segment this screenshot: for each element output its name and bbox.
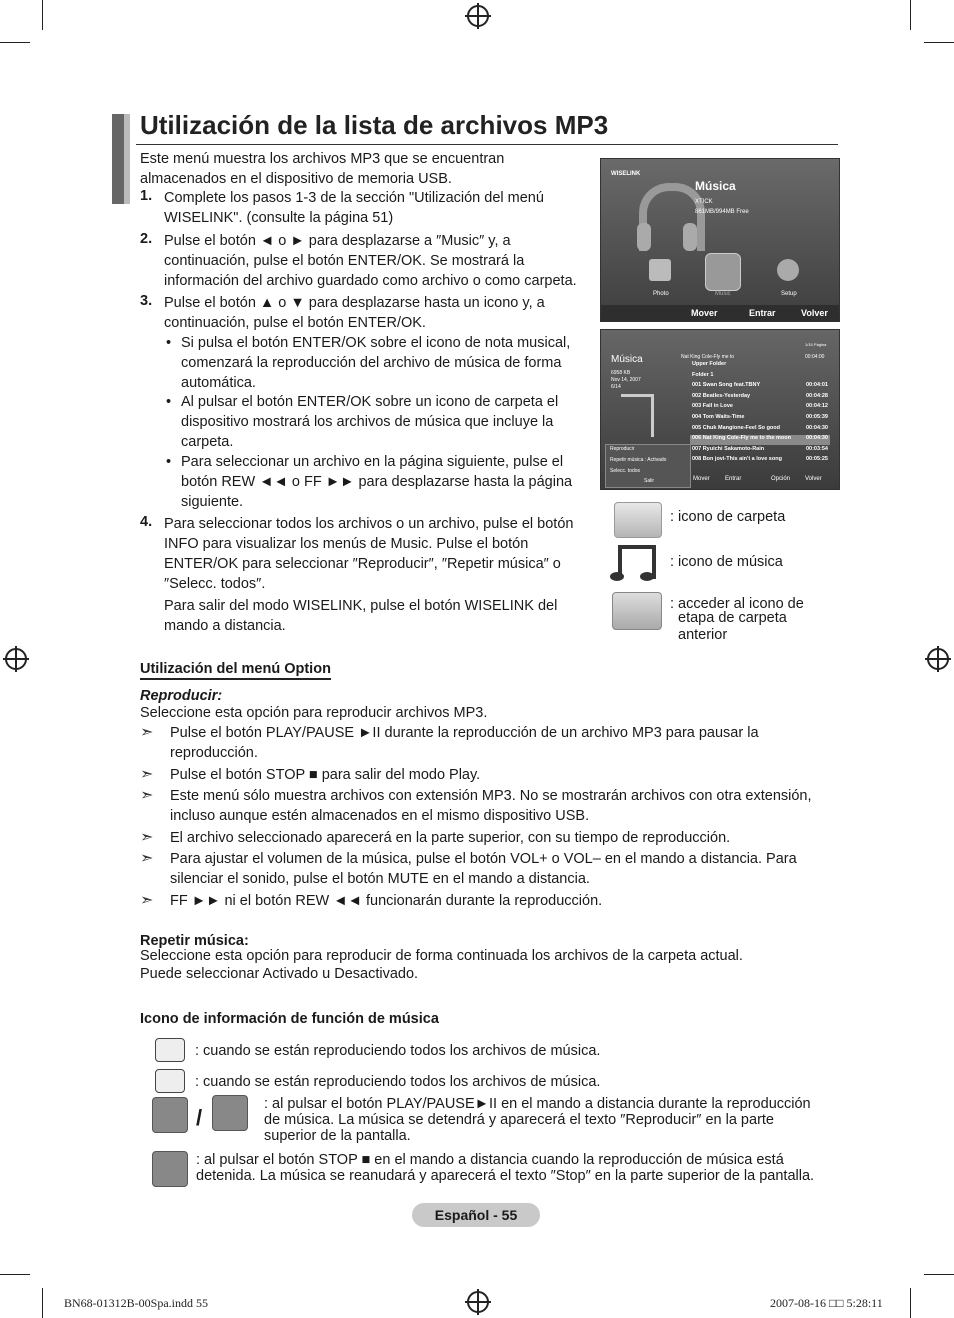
photo-icon[interactable]	[649, 259, 671, 281]
tab-photo[interactable]: Photo	[653, 291, 669, 297]
note-arrow-icon: ➣	[140, 892, 154, 909]
file-duration: 00:05:25	[805, 456, 828, 463]
note-arrow-icon: ➣	[140, 829, 154, 846]
parent-folder-label: : acceder al icono de	[670, 596, 804, 612]
parent-folder-label: anterior	[678, 627, 728, 643]
file-list-row[interactable]	[690, 382, 830, 392]
file-name: 004 Tom Waits-Time	[692, 414, 745, 420]
nav-option: Opción	[771, 476, 791, 482]
section-heading: Utilización del menú Option	[140, 661, 331, 680]
headphones-icon	[683, 223, 697, 251]
nav-bar	[601, 305, 839, 321]
pause-icon	[212, 1095, 248, 1131]
registration-mark-icon	[5, 648, 27, 670]
note-text: Pulse el botón PLAY/PAUSE ►II durante la reproducción de un archivo MP3 para pausar la reproducción.	[170, 725, 759, 761]
note-arrow-icon: ➣	[140, 724, 154, 741]
title-accent-bar	[124, 114, 130, 204]
note-text: El archivo seleccionado aparecerá en la parte superior, con su tiempo de reproducción.	[170, 830, 731, 846]
file-duration: 00:04:01	[805, 382, 828, 389]
repetir-text: Seleccione esta opción para reproducir de forma continuada los archivos de la carpeta actual. Puede seleccionar Activado u Desactivado.	[140, 948, 743, 982]
wiselink-main-screenshot	[600, 158, 840, 322]
info-item-text: : cuando se están reproduciendo todos los archivos de música.	[195, 1043, 601, 1059]
page-number: Español - 55	[412, 1203, 540, 1227]
note-text: Pulse el botón STOP ■ para salir del modo Play.	[170, 767, 481, 783]
nav-move: Mover	[691, 308, 718, 318]
file-list-row[interactable]	[690, 446, 830, 456]
bullet-text: Si pulsa el botón ENTER/OK sobre el icono de nota musical, comenzará la reproducción del archivo de música de forma automática.	[181, 335, 571, 391]
info-item-text: : al pulsar el botón STOP ■ en el mando a distancia cuando la reproducción de música está detenida. La música se reanudará y aparecerá el texto ″Stop″ en la parte superior de la pantalla.	[196, 1152, 815, 1184]
slash-separator: /	[196, 1105, 203, 1130]
note-text: Este menú sólo muestra archivos con extensión MP3. No se mostrarán archivos con otra extensión, incluso aunque estén almacenados en el mismo dispositivo USB.	[170, 788, 812, 824]
menu-item-reproducir[interactable]: Reproducir	[610, 446, 635, 452]
menu-item-selecc-todos[interactable]: Selecc. todos	[610, 468, 641, 474]
screen-title: Música	[611, 354, 643, 365]
file-list-row[interactable]	[690, 435, 830, 445]
file-duration: 00:04:30	[805, 435, 828, 442]
file-name: 007 Ryuichi Sakamoto-Rain	[692, 445, 765, 452]
info-item-text: : al pulsar el botón PLAY/PAUSE►II en el mando a distancia durante la reproducción de música. La música se detendrá y aparecerá el texto ″Reproducir″ en la parte superior de la pantalla.	[264, 1096, 811, 1144]
repetir-title: Repetir música:	[140, 933, 249, 949]
music-note-icon	[621, 394, 654, 437]
context-menu	[605, 444, 691, 488]
bullet-dot: •	[166, 335, 172, 351]
nav-back: Volver	[805, 476, 822, 482]
wiselink-logo: WISELINK	[611, 171, 641, 177]
tab-music[interactable]: Music	[715, 291, 731, 297]
title-rule	[136, 144, 838, 145]
parent-folder-icon	[612, 592, 662, 630]
headphones-icon	[637, 223, 651, 251]
file-list-row[interactable]	[690, 372, 830, 382]
file-duration: 00:04:12	[805, 403, 828, 410]
registration-mark-icon	[467, 5, 489, 27]
exit-note: Para salir del modo WISELINK, pulse el botón WISELINK del mando a distancia.	[164, 598, 558, 634]
nav-back: Volver	[801, 308, 828, 318]
play-time: 00:04:00	[805, 354, 825, 360]
note-arrow-icon: ➣	[140, 766, 154, 783]
step-number: 2.	[140, 231, 153, 247]
file-duration: 00:04:28	[805, 392, 828, 399]
step-text: Pulse el botón ◄ o ► para desplazarse a ″Music″ y, a continuación, pulse el botón ENTER/OK. Se mostrará la información del archivo guardado como archivo o como carpeta.	[164, 233, 577, 289]
note-arrow-icon: ➣	[140, 787, 154, 804]
reproducir-text: Seleccione esta opción para reproducir archivos MP3.	[140, 705, 488, 721]
repeat-one-icon	[155, 1069, 185, 1093]
file-name: 001 Swan Song feat.TBNY	[692, 382, 761, 389]
music-icon-label: : icono de música	[670, 554, 783, 570]
menu-item-repetir[interactable]: Repetir música : Activado	[610, 457, 667, 463]
stop-icon	[152, 1151, 188, 1187]
page-indicator: 1/15 Página	[805, 342, 827, 347]
step-number: 4.	[140, 514, 153, 530]
file-name: 008 Bon jovi-This ain't a love song	[692, 456, 782, 463]
file-name: Folder 1	[692, 371, 714, 378]
parent-folder-label: etapa de carpeta	[678, 610, 787, 626]
note-text: FF ►► ni el botón REW ◄◄ funcionarán durante la reproducción.	[170, 893, 603, 909]
reproducir-title: Reproducir:	[140, 688, 223, 704]
file-name: 003 Fall in Love	[692, 403, 733, 410]
note-arrow-icon: ➣	[140, 850, 154, 867]
bullet-text: Al pulsar el botón ENTER/OK sobre un icono de carpeta el dispositivo mostrará los archivos de música que incluye la carpeta.	[181, 394, 559, 450]
print-date: 2007-08-16 □□ 5:28:11	[770, 1296, 883, 1310]
intro-text: Este menú muestra los archivos MP3 que se encuentran almacenados en el dispositivo de memoria USB.	[140, 151, 505, 187]
menu-exit[interactable]: Salir	[644, 478, 655, 484]
screen-title: Música	[695, 179, 736, 193]
file-duration: 00:03:54	[805, 445, 828, 452]
file-date: Nov 14, 2007	[611, 377, 641, 383]
step-text: Pulse el botón ▲ o ▼ para desplazarse hasta un icono y, a continuación, pulse el botón ENTER/OK.	[164, 295, 545, 331]
file-index: 6/14	[611, 384, 621, 390]
file-name: Upper Folder	[692, 361, 727, 367]
nav-enter: Entrar	[749, 308, 776, 318]
page-title: Utilización de la lista de archivos MP3	[140, 110, 609, 140]
file-list-row[interactable]	[690, 456, 830, 466]
folder-icon-label: : icono de carpeta	[670, 509, 786, 525]
file-list-row[interactable]	[690, 361, 830, 371]
free-space: 861MB/994MB Free	[695, 209, 749, 215]
now-playing: Nat King Cole-Fly me to	[681, 354, 735, 360]
nav-enter: Entrar	[725, 476, 742, 482]
file-list-row[interactable]	[690, 414, 830, 424]
step-number: 1.	[140, 188, 153, 204]
registration-mark-icon	[927, 648, 949, 670]
file-name: 006 Nat King Cole-Fly me to the moon	[692, 435, 792, 442]
file-name: 005 Chuk Mangione-Feel So good	[692, 424, 781, 431]
file-name: 002 Beatles-Yesterday	[692, 392, 751, 399]
repeat-all-icon	[155, 1038, 185, 1062]
step-number: 3.	[140, 293, 153, 309]
section-heading: Icono de información de función de música	[140, 1011, 439, 1027]
file-list-row[interactable]	[690, 393, 830, 403]
file-size: 6958 KB	[611, 370, 631, 376]
music-tab-icon[interactable]	[705, 253, 741, 291]
file-duration: 00:05:39	[805, 414, 828, 420]
bullet-dot: •	[166, 454, 172, 470]
info-item-text: : cuando se están reproduciendo todos los archivos de música.	[195, 1074, 601, 1090]
print-filename: BN68-01312B-00Spa.indd 55	[64, 1296, 208, 1310]
setup-icon[interactable]	[777, 259, 799, 281]
play-icon	[152, 1097, 188, 1133]
nav-move: Mover	[693, 476, 710, 482]
bullet-dot: •	[166, 394, 172, 410]
music-note-icon	[610, 572, 624, 581]
file-duration: 00:04:30	[805, 424, 828, 431]
bullet-text: Para seleccionar un archivo en la página siguiente, pulse el botón REW ◄◄ o FF ►► para desplazarse hasta la página siguiente.	[181, 454, 573, 510]
folder-icon	[614, 502, 662, 538]
tab-setup[interactable]: Setup	[781, 291, 797, 297]
device-name: XTICK	[695, 199, 713, 205]
file-list-row[interactable]	[690, 403, 830, 413]
note-text: Para ajustar el volumen de la música, pulse el botón VOL+ o VOL– en el mando a distancia. Para silenciar el sonido, pulse el botón MUTE en el mando a distancia.	[170, 851, 797, 887]
step-text: Para seleccionar todos los archivos o un archivo, pulse el botón INFO para visualizar los menús de Music. Pulse el botón ENTER/OK para seleccionar ″Reproducir″, ″Repetir música″ o ″Selecc. todos″.	[164, 516, 574, 592]
music-note-icon	[640, 572, 654, 581]
registration-mark-icon	[467, 1291, 489, 1313]
step-text: Complete los pasos 1-3 de la sección "Utilización del menú WISELINK". (consulte la página 51)	[164, 190, 544, 226]
file-list-row[interactable]	[690, 425, 830, 435]
